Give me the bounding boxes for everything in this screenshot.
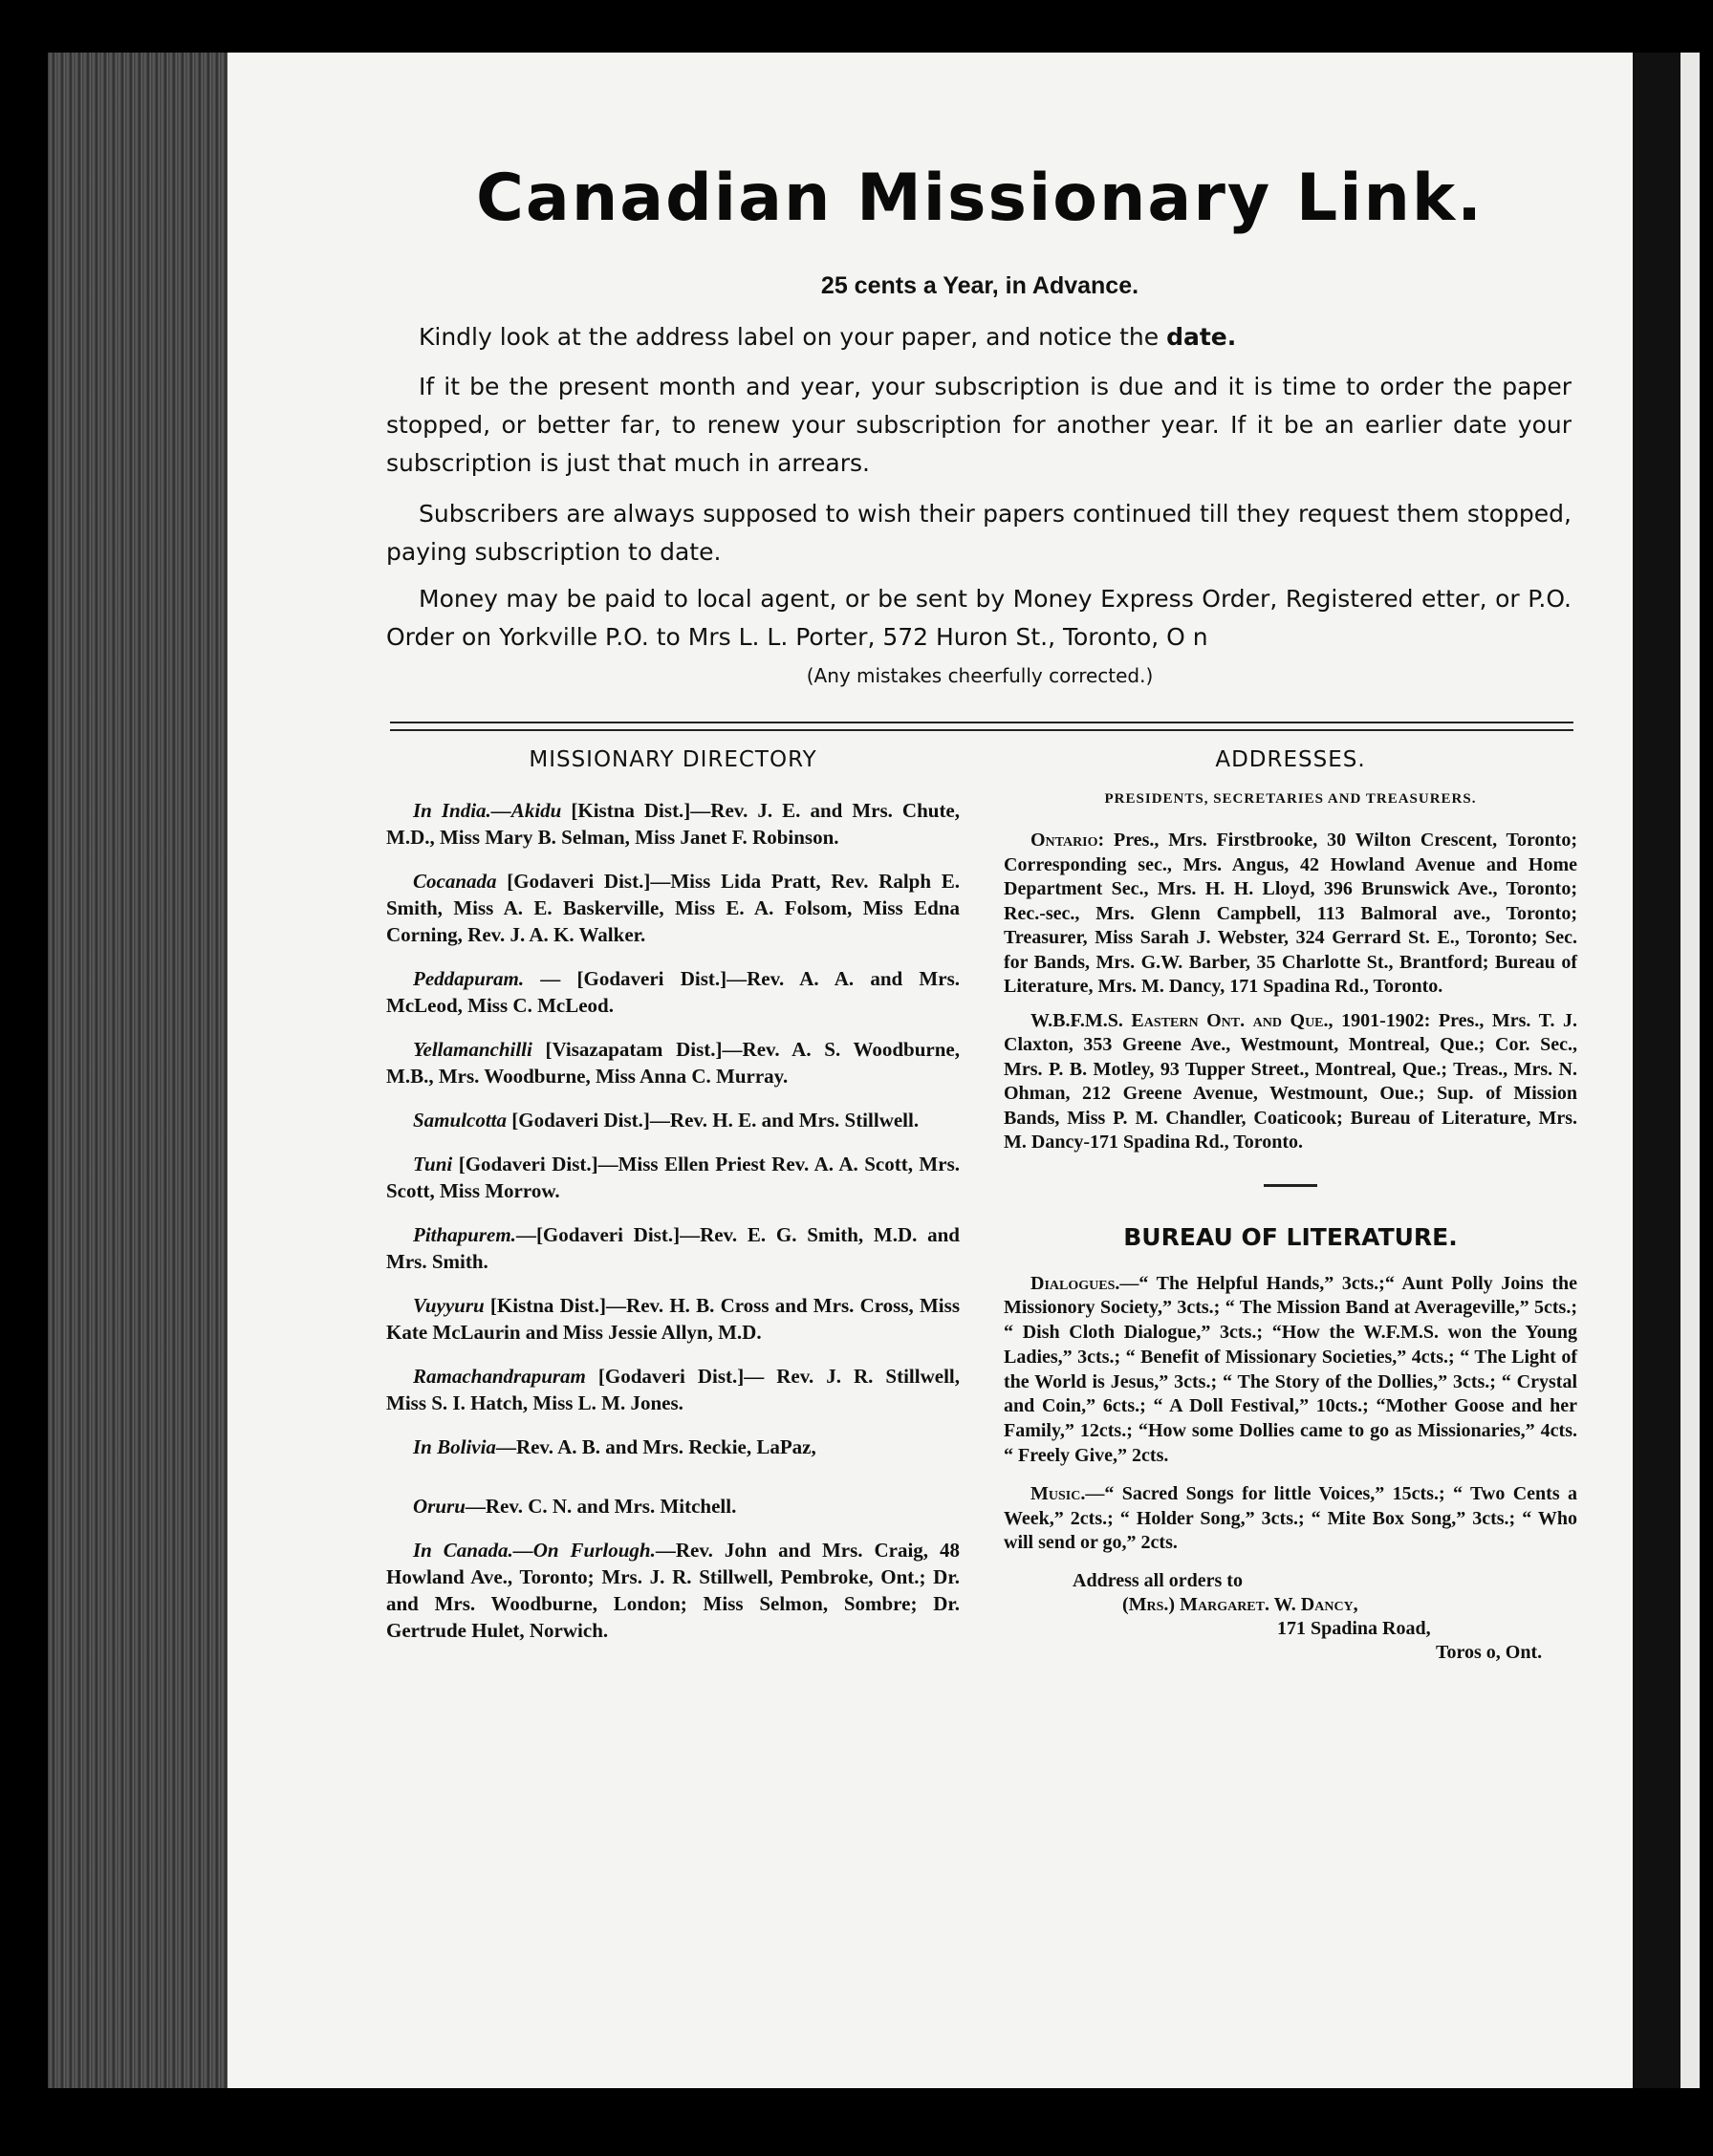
eastern-addresses bbox=[1004, 1009, 1577, 1155]
double-rule-divider bbox=[390, 722, 1573, 731]
order-line-4: Toros o, Ont. bbox=[1436, 1642, 1543, 1664]
entry-place: In Bolivia bbox=[413, 1435, 496, 1458]
bureau-dialogues bbox=[1004, 1272, 1577, 1469]
entry-place: Vuyyuru bbox=[413, 1294, 485, 1317]
entry-text: — [Godaveri Dist.]—Rev. A. A. and Mrs. McLeod, Miss C. McLeod. bbox=[386, 967, 960, 1017]
entry-text: —Rev. C. N. and Mrs. Mitchell. bbox=[465, 1495, 737, 1518]
entry-place: Samulcotta bbox=[413, 1109, 508, 1132]
addresses-heading: ADDRESSES. bbox=[1215, 747, 1366, 772]
entry-text: [Godaveri Dist.]— Rev. J. R. Stillwell, Miss S. I. Hatch, Miss L. M. Jones. bbox=[386, 1365, 960, 1414]
music-text: —“ Sacred Songs for little Voices,” 15cts.; “ Two Cents a Week,” 2cts.; “ Holder Song,” 3cts.; “ Mite Box Song,” 3cts.; “ Who will send or go,” 2cts. bbox=[1004, 1482, 1577, 1554]
entry-text: —[Godaveri Dist.]—Rev. E. G. Smith, M.D. and Mrs. Smith. bbox=[386, 1223, 960, 1273]
short-rule-divider bbox=[1264, 1184, 1317, 1187]
corrections-note: (Any mistakes cheerfully corrected.) bbox=[806, 664, 1154, 687]
entry-text: [Godaveri Dist.]—Rev. H. E. and Mrs. Stillwell. bbox=[507, 1109, 920, 1132]
directory-entry-bolivia bbox=[386, 1434, 960, 1460]
directory-entry-cocanada bbox=[386, 868, 960, 948]
entry-place: Ramachandrapuram bbox=[413, 1365, 586, 1388]
directory-entry-ramachandrapuram bbox=[386, 1363, 960, 1416]
entry-place: In India.—Akidu bbox=[413, 799, 562, 822]
dialogues-text: —“ The Helpful Hands,” 3cts.;“ Aunt Polly Joins the Missionory Society,” 3cts.; “ The Mission Band at Averageville,” 5cts.; “ Dish Cloth Dialogue,” 3cts.; “How the W.F.M.S. won the Young Ladies,” 3cts.; “ Benefit of Missionary Societies,” 4cts.; “ The Light of the World is Jesus,” 3cts.; “ The Story of the Dollies,” 3cts.; “ Crystal and Coin,” 6cts.; “ A Doll Festival,” 10cts.; “Mother Goose and her Family,” 12cts.; “How some Dollies came to go as Missionaries,” 4cts. “ Freely Give,” 2cts. bbox=[1004, 1272, 1577, 1467]
eastern-label: W.B.F.M.S. Eastern Ont. and Que., 1901-1902: bbox=[1030, 1009, 1431, 1031]
directory-entry-pithapurem bbox=[386, 1221, 960, 1275]
intro-p1-text: Kindly look at the address label on your paper, and notice the bbox=[419, 323, 1167, 351]
entry-place: Tuni bbox=[413, 1153, 453, 1175]
ontario-label: Ontario: bbox=[1030, 830, 1105, 851]
book-page-edges bbox=[48, 53, 239, 2088]
directory-entry-canada bbox=[386, 1537, 960, 1644]
directory-entry-samulcotta bbox=[386, 1107, 960, 1133]
entry-place: Yellamanchilli bbox=[413, 1038, 532, 1061]
entry-text: [Kistna Dist.]—Rev. J. E. and Mrs. Chute, M.D., Miss Mary B. Selman, Miss Janet F. Robinson. bbox=[386, 799, 961, 849]
order-line-3: 171 Spadina Road, bbox=[1277, 1618, 1431, 1640]
order-line-2: (Mrs.) Margaret. W. Dancy, bbox=[1122, 1594, 1358, 1616]
entry-place: In Canada.—On Furlough. bbox=[413, 1539, 656, 1562]
intro-paragraph-2: If it be the present month and year, your subscription is due and it is time to order the paper stopped, or better far, to renew your subscription for another year. If it be an earlier date your subscription is just that much in arrears. bbox=[386, 373, 1572, 477]
ontario-text: Pres., Mrs. Firstbrooke, 30 Wilton Crescent, Toronto; Corresponding sec., Mrs. Angus, 42 Howland Avenue and Home Department Sec., Mrs. H. H. Lloyd, 396 Brunswick Ave., Toronto; Rec.-sec., Mrs. Glenn Campbell, 113 Balmoral ave., Toronto; Treasurer, Miss Sarah J. Webster, 324 Gerrard St. E., Toronto; Sec. for Bands, Mrs. G.W. Barber, 35 Charlotte St., Brantford; Bureau of Literature, Mrs. M. Dancy, 171 Spadina Rd., Toronto. bbox=[1004, 830, 1577, 997]
eastern-text: Pres., Mrs. T. J. Claxton, 353 Greene Ave., Westmount, Montreal, Que.; Cor. Sec., Mrs. P. B. Motley, 93 Tupper Street., Montreal, Que.; Treas., Mrs. N. Ohman, 212 Greene Avenue, Westmount, Oue.; Sup. of Mission Bands, Miss P. M. Chandler, Coaticook; Bureau of Literature, Mrs. M. Dancy-171 Spadina Rd., Toronto. bbox=[1004, 1009, 1577, 1153]
directory-entry-yellamanchilli bbox=[386, 1036, 960, 1089]
page-title: Canadian Missionary Link. bbox=[476, 161, 1484, 236]
intro-paragraph-1 bbox=[386, 318, 1572, 356]
missionary-directory-column bbox=[386, 747, 960, 1661]
order-line-1: Address all orders to bbox=[1073, 1570, 1243, 1592]
bureau-heading: BUREAU OF LITERATURE. bbox=[1123, 1222, 1458, 1251]
addresses-subheading: PRESIDENTS, SECRETARIES AND TREASURERS. bbox=[1104, 791, 1477, 807]
intro-p1-bold: date. bbox=[1166, 323, 1237, 351]
entry-text: [Godaveri Dist.]—Miss Ellen Priest Rev. A. A. Scott, Mrs. Scott, Miss Morrow. bbox=[386, 1153, 960, 1202]
directory-entry-peddapuram bbox=[386, 965, 960, 1019]
directory-heading: MISSIONARY DIRECTORY bbox=[529, 747, 817, 772]
bureau-music bbox=[1004, 1482, 1577, 1556]
entry-text: [Visazapatam Dist.]—Rev. A. S. Woodburne, M.B., Mrs. Woodburne, Miss Anna C. Murray. bbox=[386, 1038, 960, 1088]
intro-paragraph-3: Subscribers are always supposed to wish their papers continued till they request them stopped, paying subscription to date. bbox=[386, 500, 1572, 566]
entry-text: [Godaveri Dist.]—Miss Lida Pratt, Rev. Ralph E. Smith, Miss A. E. Baskerville, Miss E. A. Folsom, Miss Edna Corning, Rev. J. A. K. Walker. bbox=[386, 870, 960, 946]
subscription-price: 25 cents a Year, in Advance. bbox=[820, 272, 1139, 299]
addresses-column bbox=[1004, 747, 1577, 1665]
directory-entry-akidu bbox=[386, 797, 960, 851]
entry-place: Cocanada bbox=[413, 870, 497, 893]
entry-place: Pithapurem. bbox=[413, 1223, 516, 1246]
entry-text: —Rev. A. B. and Mrs. Reckie, LaPaz, bbox=[495, 1435, 816, 1458]
music-label: Music. bbox=[1030, 1482, 1086, 1504]
intro-paragraph-4: Money may be paid to local agent, or be sent by Money Express Order, Registered etter, or P.O. Order on Yorkville P.O. to Mrs L. L. Porter, 572 Huron St., Toronto, O n bbox=[386, 585, 1572, 651]
entry-place: Peddapuram. bbox=[413, 967, 525, 990]
ontario-addresses bbox=[1004, 829, 1577, 1000]
directory-entry-tuni bbox=[386, 1151, 960, 1204]
entry-place: Oruru bbox=[413, 1495, 466, 1518]
entry-text: [Kistna Dist.]—Rev. H. B. Cross and Mrs. Cross, Miss Kate McLaurin and Miss Jessie Allyn, M.D. bbox=[386, 1294, 960, 1344]
entry-text: —Rev. John and Mrs. Craig, 48 Howland Ave., Toronto; Mrs. J. R. Stillwell, Pembroke, Ont.; Dr. and Mrs. Woodburne, London; Miss Selmon, Sombre; Dr. Gertrude Hulet, Norwich. bbox=[386, 1539, 960, 1642]
directory-entry-vuyyuru bbox=[386, 1292, 960, 1346]
next-page-edge bbox=[1680, 53, 1700, 2088]
dialogues-label: Dialogues. bbox=[1030, 1272, 1120, 1294]
book-gutter bbox=[1633, 53, 1680, 2088]
directory-entry-oruru bbox=[386, 1493, 960, 1520]
